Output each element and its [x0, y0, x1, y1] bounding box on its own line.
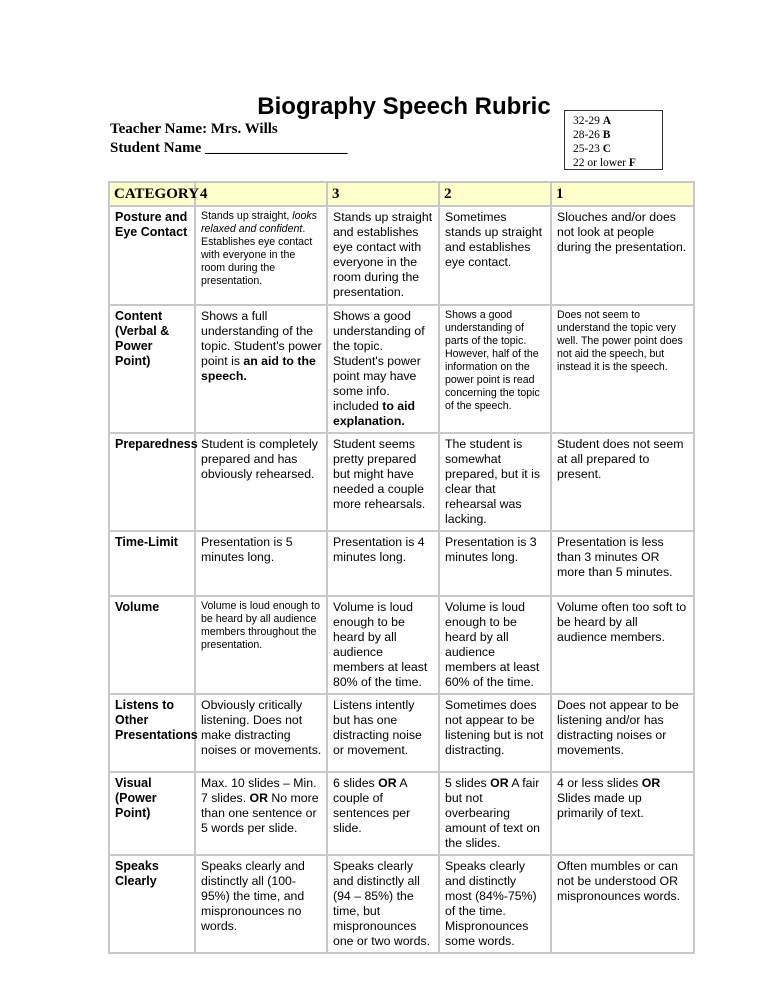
score-3-cell: Student seems pretty prepared but might have needed a couple more rehearsals. [327, 433, 439, 531]
category-cell: Listens to Other Presentations [109, 694, 195, 772]
page-title: Biography Speech Rubric [257, 93, 551, 120]
category-cell: Speaks Clearly [109, 855, 195, 953]
table-row [109, 596, 694, 694]
score-3-cell: Volume is loud enough to be heard by all audience members at least 80% of the time. [327, 596, 439, 694]
score-1-cell: Student does not seem at all prepared to present. [551, 433, 694, 531]
score-4-cell: Obviously critically listening. Does not make distracting noises or movements. [195, 694, 327, 772]
score-3-cell: Listens intently but has one distracting noise or movement. [327, 694, 439, 772]
table-row [109, 206, 694, 305]
score-4-cell: Volume is loud enough to be heard by all audience members throughout the presentation. [195, 596, 327, 694]
score-2-cell: Volume is loud enough to be heard by all audience members at least 60% of the time. [439, 596, 551, 694]
score-2-cell: Speaks clearly and distinctly most (84%-75%) of the time. Mispronounces some words. [439, 855, 551, 953]
column-header-category: CATEGORY [109, 182, 195, 206]
grade-scale-box [564, 110, 663, 170]
score-2-cell: Sometimes does not appear to be listening but is not distracting. [439, 694, 551, 772]
score-1-cell: Does not seem to understand the topic very well. The power point does not aid the speech, but instead it is the speech. [551, 305, 694, 433]
column-header-1: 1 [551, 182, 694, 206]
category-cell: Content (Verbal & Power Point) [109, 305, 195, 433]
column-header-3: 3 [327, 182, 439, 206]
teacher-name: Teacher Name: Mrs. Wills [110, 121, 278, 137]
category-cell: Visual (Power Point) [109, 772, 195, 855]
grade-scale-item: 28-26 B [573, 129, 611, 141]
score-1-cell: Often mumbles or can not be understood OR mispronounces words. [551, 855, 694, 953]
column-header-2: 2 [439, 182, 551, 206]
score-4-cell: Presentation is 5 minutes long. [195, 531, 327, 596]
score-3-cell: 6 slides OR A couple of sentences per slide. [327, 772, 439, 855]
score-4-cell: Max. 10 slides – Min. 7 slides. OR No more than one sentence or 5 words per slide. [195, 772, 327, 855]
score-3-cell: Shows a good understanding of the topic. Student's power point may have some info. included to aid explanation. [327, 305, 439, 433]
score-1-cell: Slouches and/or does not look at people during the presentation. [551, 206, 694, 305]
grade-scale-item: 25-23 C [573, 143, 612, 155]
table-header-row [109, 182, 694, 206]
category-cell: Volume [109, 596, 195, 694]
category-cell: Posture and Eye Contact [109, 206, 195, 305]
score-2-cell: Sometimes stands up straight and establishes eye contact. [439, 206, 551, 305]
rubric-table [108, 181, 695, 954]
student-name-field: Student Name ___________________ [110, 140, 348, 156]
score-1-cell: Volume often too soft to be heard by all audience members. [551, 596, 694, 694]
grade-scale-item: 32-29 A [573, 115, 612, 127]
grade-scale-item: 22 or lower F [573, 157, 636, 169]
score-3-cell: Stands up straight and establishes eye contact with everyone in the room during the presentation. [327, 206, 439, 305]
score-1-cell: Presentation is less than 3 minutes OR more than 5 minutes. [551, 531, 694, 596]
score-4-cell: Stands up straight, looks relaxed and confident. Establishes eye contact with everyone in the room during the presentation. [195, 206, 327, 305]
score-1-cell: 4 or less slides OR Slides made up primarily of text. [551, 772, 694, 855]
score-4-cell: Student is completely prepared and has obviously rehearsed. [195, 433, 327, 531]
score-2-cell: Shows a good understanding of parts of the topic. However, half of the information on the power point is read concerning the topic of the speech. [439, 305, 551, 433]
score-3-cell: Presentation is 4 minutes long. [327, 531, 439, 596]
table-row [109, 772, 694, 855]
table-row [109, 433, 694, 531]
score-1-cell: Does not appear to be listening and/or has distracting noises or movements. [551, 694, 694, 772]
score-4-cell: Shows a full understanding of the topic. Student's power point is an aid to the speech. [195, 305, 327, 433]
score-2-cell: Presentation is 3 minutes long. [439, 531, 551, 596]
score-2-cell: 5 slides OR A fair but not overbearing amount of text on the slides. [439, 772, 551, 855]
table-row [109, 694, 694, 772]
score-4-cell: Speaks clearly and distinctly all (100-95%) the time, and mispronounces no words. [195, 855, 327, 953]
column-header-4: 4 [195, 182, 327, 206]
table-row [109, 305, 694, 433]
category-cell: Preparedness [109, 433, 195, 531]
table-row [109, 855, 694, 953]
score-2-cell: The student is somewhat prepared, but it is clear that rehearsal was lacking. [439, 433, 551, 531]
category-cell: Time-Limit [109, 531, 195, 596]
table-row [109, 531, 694, 596]
score-3-cell: Speaks clearly and distinctly all (94 – 85%) the time, but mispronounces one or two words. [327, 855, 439, 953]
